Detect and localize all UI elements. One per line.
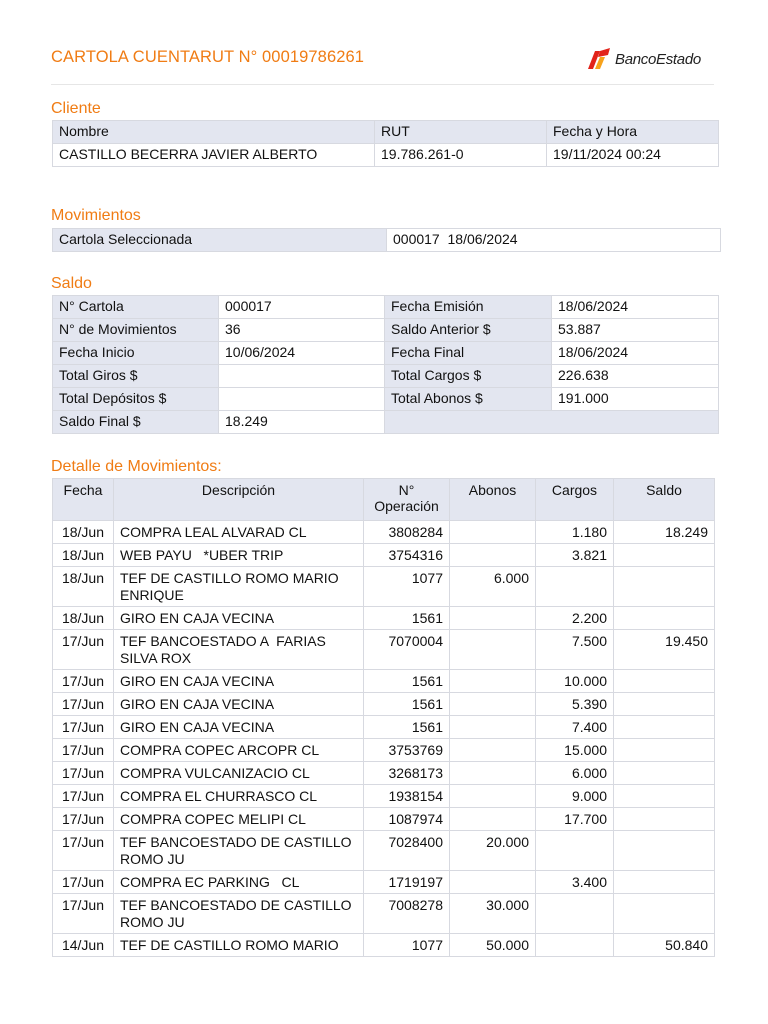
cell-cargos: 5.390 [536,693,614,716]
cell-descripcion: COMPRA EC PARKING CL [114,871,364,894]
cell-saldo [614,894,715,934]
cell-saldo [614,831,715,871]
cell-operacion: 1938154 [364,785,450,808]
logo-text: BancoEstado [615,50,701,68]
balance-section-title: Saldo [51,275,92,292]
cell-fecha: 17/Jun [53,785,114,808]
page-title: CARTOLA CUENTARUT N° 00019786261 [51,48,365,66]
balance-value [219,388,385,411]
cell-abonos: 30.000 [450,894,536,934]
cell-abonos [450,871,536,894]
cell-cargos: 10.000 [536,670,614,693]
details-table [52,478,715,957]
balance-label: Total Depósitos $ [53,388,219,411]
balance-value: 53.887 [552,319,719,342]
cell-abonos: 6.000 [450,567,536,607]
cell-cargos: 7.500 [536,630,614,670]
balance-value [219,365,385,388]
selected-statement-row [53,229,721,252]
cell-saldo [614,544,715,567]
cell-abonos [450,785,536,808]
balance-label: N° Cartola [53,296,219,319]
table-row [53,521,715,544]
balance-row [53,296,719,319]
table-row [53,831,715,871]
cell-abonos [450,739,536,762]
cell-cargos: 15.000 [536,739,614,762]
client-section-title: Cliente [51,100,101,117]
header-divider [51,84,714,85]
balance-value: 226.638 [552,365,719,388]
cell-descripcion: WEB PAYU *UBER TRIP [114,544,364,567]
cell-operacion: 3268173 [364,762,450,785]
cell-fecha: 17/Jun [53,693,114,716]
cell-descripcion: GIRO EN CAJA VECINA [114,693,364,716]
cell-fecha: 14/Jun [53,934,114,957]
balance-label: Fecha Final [385,342,552,365]
cell-cargos: 3.400 [536,871,614,894]
cell-fecha: 18/Jun [53,521,114,544]
cell-descripcion: GIRO EN CAJA VECINA [114,670,364,693]
cell-descripcion: TEF DE CASTILLO ROMO MARIO ENRIQUE [114,567,364,607]
cell-operacion: 7028400 [364,831,450,871]
client-header-fecha-hora: Fecha y Hora [547,121,719,144]
table-row [53,894,715,934]
balance-value: 18/06/2024 [552,296,719,319]
balance-row [53,319,719,342]
cell-fecha: 18/Jun [53,544,114,567]
cell-operacion: 1077 [364,567,450,607]
cell-saldo: 18.249 [614,521,715,544]
header-operacion: N° Operación [364,479,450,521]
selected-statement-label: Cartola Seleccionada [53,229,387,252]
header-cargos: Cargos [536,479,614,521]
cell-operacion: 1561 [364,670,450,693]
balance-label: Fecha Inicio [53,342,219,365]
cell-saldo [614,762,715,785]
client-datetime: 19/11/2024 00:24 [547,144,719,167]
table-row [53,693,715,716]
table-row [53,630,715,670]
final-balance-label: Saldo Final $ [53,411,219,434]
cell-saldo [614,693,715,716]
cell-operacion: 7008278 [364,894,450,934]
cell-fecha: 17/Jun [53,762,114,785]
cell-descripcion: TEF BANCOESTADO DE CASTILLO ROMO JU [114,894,364,934]
client-table [52,120,719,167]
selected-statement-value[interactable]: 000017 18/06/2024 [387,229,721,252]
table-row [53,762,715,785]
cell-cargos [536,831,614,871]
cell-cargos: 3.821 [536,544,614,567]
cell-cargos: 7.400 [536,716,614,739]
table-row [53,871,715,894]
balance-row [53,388,719,411]
cell-descripcion: COMPRA COPEC MELIPI CL [114,808,364,831]
balance-label: Fecha Emisión [385,296,552,319]
cell-abonos [450,808,536,831]
cell-abonos: 20.000 [450,831,536,871]
header-fecha: Fecha [53,479,114,521]
cell-fecha: 17/Jun [53,630,114,670]
cell-abonos [450,544,536,567]
header-abonos: Abonos [450,479,536,521]
cell-saldo [614,785,715,808]
cell-fecha: 18/Jun [53,607,114,630]
table-row [53,670,715,693]
cell-saldo [614,567,715,607]
cell-descripcion: TEF BANCOESTADO DE CASTILLO ROMO JU [114,831,364,871]
cell-descripcion: GIRO EN CAJA VECINA [114,716,364,739]
balance-final-row [53,411,719,434]
cell-saldo [614,716,715,739]
cell-fecha: 17/Jun [53,716,114,739]
table-row [53,808,715,831]
balance-label: Saldo Anterior $ [385,319,552,342]
cell-saldo [614,739,715,762]
cell-cargos: 6.000 [536,762,614,785]
cell-saldo: 50.840 [614,934,715,957]
cell-abonos [450,607,536,630]
cell-operacion: 1561 [364,607,450,630]
cell-operacion: 1087974 [364,808,450,831]
cell-descripcion: COMPRA LEAL ALVARAD CL [114,521,364,544]
cell-abonos [450,670,536,693]
client-header-row [53,121,719,144]
cell-cargos [536,934,614,957]
table-row [53,716,715,739]
cell-cargos: 9.000 [536,785,614,808]
cell-descripcion: COMPRA EL CHURRASCO CL [114,785,364,808]
balance-empty-cell [385,411,719,434]
client-value-row [53,144,719,167]
cell-saldo [614,808,715,831]
balance-value: 000017 [219,296,385,319]
cell-descripcion: GIRO EN CAJA VECINA [114,607,364,630]
details-body [53,521,715,957]
cell-fecha: 17/Jun [53,871,114,894]
balance-value: 191.000 [552,388,719,411]
cell-abonos: 50.000 [450,934,536,957]
cell-saldo: 19.450 [614,630,715,670]
cell-abonos [450,630,536,670]
cell-fecha: 17/Jun [53,831,114,871]
client-name: CASTILLO BECERRA JAVIER ALBERTO [53,144,375,167]
cell-fecha: 18/Jun [53,567,114,607]
cell-abonos [450,693,536,716]
balance-label: Total Cargos $ [385,365,552,388]
movements-table [52,228,721,252]
table-row [53,785,715,808]
cell-cargos: 2.200 [536,607,614,630]
cell-operacion: 7070004 [364,630,450,670]
balance-row [53,365,719,388]
balance-value: 18/06/2024 [552,342,719,365]
table-row [53,544,715,567]
table-row [53,607,715,630]
balance-label: Total Giros $ [53,365,219,388]
header-saldo: Saldo [614,479,715,521]
bank-logo [586,47,701,71]
cell-operacion: 3808284 [364,521,450,544]
balance-value: 36 [219,319,385,342]
cell-saldo [614,871,715,894]
cell-operacion: 3753769 [364,739,450,762]
table-row [53,739,715,762]
cell-cargos: 17.700 [536,808,614,831]
cell-fecha: 17/Jun [53,808,114,831]
cell-operacion: 3754316 [364,544,450,567]
client-header-rut: RUT [375,121,547,144]
table-row [53,934,715,957]
client-rut: 19.786.261-0 [375,144,547,167]
cell-descripcion: COMPRA COPEC ARCOPR CL [114,739,364,762]
cell-operacion: 1561 [364,716,450,739]
balance-table [52,295,719,434]
final-balance-value: 18.249 [219,411,385,434]
movements-section-title: Movimientos [51,207,141,224]
cell-abonos [450,716,536,739]
cell-fecha: 17/Jun [53,894,114,934]
details-header-row [53,479,715,521]
cell-descripcion: TEF DE CASTILLO ROMO MARIO [114,934,364,957]
balance-label: N° de Movimientos [53,319,219,342]
balance-row [53,342,719,365]
cell-descripcion: TEF BANCOESTADO A FARIAS SILVA ROX [114,630,364,670]
cell-saldo [614,670,715,693]
cell-descripcion: COMPRA VULCANIZACIO CL [114,762,364,785]
bancoestado-logo-icon [586,47,612,71]
cell-operacion: 1077 [364,934,450,957]
cell-saldo [614,607,715,630]
cell-cargos [536,567,614,607]
header-descripcion: Descripción [114,479,364,521]
client-header-nombre: Nombre [53,121,375,144]
cell-fecha: 17/Jun [53,739,114,762]
balance-label: Total Abonos $ [385,388,552,411]
cell-abonos [450,521,536,544]
details-section-title: Detalle de Movimientos: [51,458,222,475]
cell-cargos: 1.180 [536,521,614,544]
cell-fecha: 17/Jun [53,670,114,693]
cell-operacion: 1719197 [364,871,450,894]
table-row [53,567,715,607]
balance-value: 10/06/2024 [219,342,385,365]
cell-operacion: 1561 [364,693,450,716]
cell-cargos [536,894,614,934]
cell-abonos [450,762,536,785]
